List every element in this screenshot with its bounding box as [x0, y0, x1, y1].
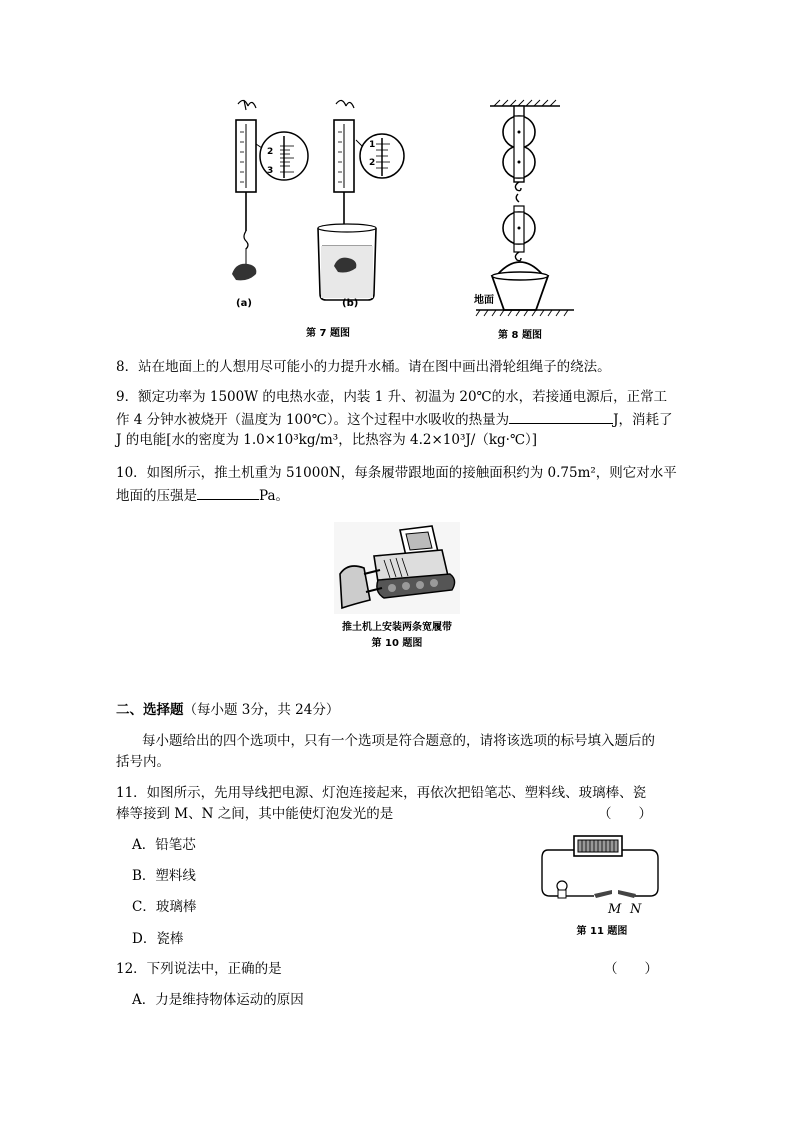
question-9-line-3: J 的电能[水的密度为 1.0×10³kg/m³，比热容为 4.2×10³J/（kg·℃）] [116, 432, 538, 448]
figure-10 [334, 522, 460, 650]
label-b: (b) [342, 298, 359, 309]
figure-10-caption-line-1: 推土机上安装两条宽履带 [342, 622, 452, 633]
question-9-line-2 [116, 409, 673, 431]
terminal-m-label: M [608, 902, 622, 917]
section-2-instruction-line-2: 括号内。 [116, 754, 170, 770]
question-11-option-b: B．塑料线 [132, 868, 196, 884]
question-11-option-d: D．瓷棒 [132, 931, 184, 947]
scale-b-mark-1: 1 [369, 140, 376, 150]
scale-b-mark-2: 2 [369, 158, 376, 168]
pulley-diagram [470, 98, 580, 344]
scale-a-mark-2: 2 [267, 147, 274, 157]
question-10-text-a: 地面的压强是 [116, 488, 197, 504]
section-2-heading [116, 700, 339, 721]
question-12-line-1: 12．下列说法中，正确的是 [116, 961, 282, 977]
question-9-text-a: 作 4 分钟水被烧开（温度为 100℃）。这个过程中水吸收的热量为 [116, 412, 510, 428]
question-9-text-b: J，消耗了 [613, 412, 673, 428]
figure-8 [470, 98, 580, 344]
scale-a-mark-3: 3 [267, 166, 274, 176]
section-2-note: （每小题 3分，共 24分） [183, 702, 340, 718]
question-10-line-2 [116, 485, 289, 507]
figure-11 [538, 834, 666, 938]
bulldozer-illustration [334, 522, 460, 614]
label-a: (a) [236, 298, 252, 309]
question-10-text-b: Pa。 [259, 488, 290, 504]
section-2-title: 二、选择题 [116, 702, 184, 718]
question-11-option-a: A．铅笔芯 [132, 837, 196, 853]
question-10-line-1: 10．如图所示，推土机重为 51000N，每条履带跟地面的接触面积约为 0.75m²，则它对水平 [116, 465, 677, 481]
question-9-line-1: 9．额定功率为 1500W 的电热水壶，内装 1 升、初温为 20℃的水，若接通电源后，正常工 [116, 389, 668, 405]
ground-label: 地面 [474, 295, 494, 306]
question-8: 8．站在地面上的人想用尽可能小的力提升水桶。请在图中画出滑轮组绳子的绕法。 [116, 359, 611, 375]
figure-7 [218, 96, 410, 344]
question-11-line-1: 11．如图所示，先用导线把电源、灯泡连接起来，再依次把铅笔芯、塑料线、玻璃棒、瓷 [116, 785, 647, 801]
circuit-diagram [538, 834, 666, 918]
question-11-answer-paren[interactable]: （ ） [598, 806, 652, 822]
question-12-answer-paren[interactable]: （ ） [604, 961, 658, 977]
figure-11-caption: 第 11 题图 [576, 926, 628, 937]
question-12-option-a: A．力是维持物体运动的原因 [132, 992, 304, 1008]
figure-7-caption: 第 7 题图 [306, 328, 350, 339]
question-11-option-c: C．玻璃棒 [132, 899, 197, 915]
figure-10-caption-line-2: 第 10 题图 [371, 638, 423, 649]
terminal-n-label: N [630, 902, 642, 917]
section-2-instruction-line-1: 每小题给出的四个选项中，只有一个选项是符合题意的，请将该选项的标号填入题后的 [142, 733, 655, 749]
answer-blank-pressure[interactable] [197, 485, 259, 500]
answer-blank-heat[interactable] [509, 409, 613, 424]
question-11-line-2: 棒等接到 M、N 之间，其中能使灯泡发光的是 [116, 806, 394, 822]
figure-8-caption: 第 8 题图 [498, 330, 542, 341]
